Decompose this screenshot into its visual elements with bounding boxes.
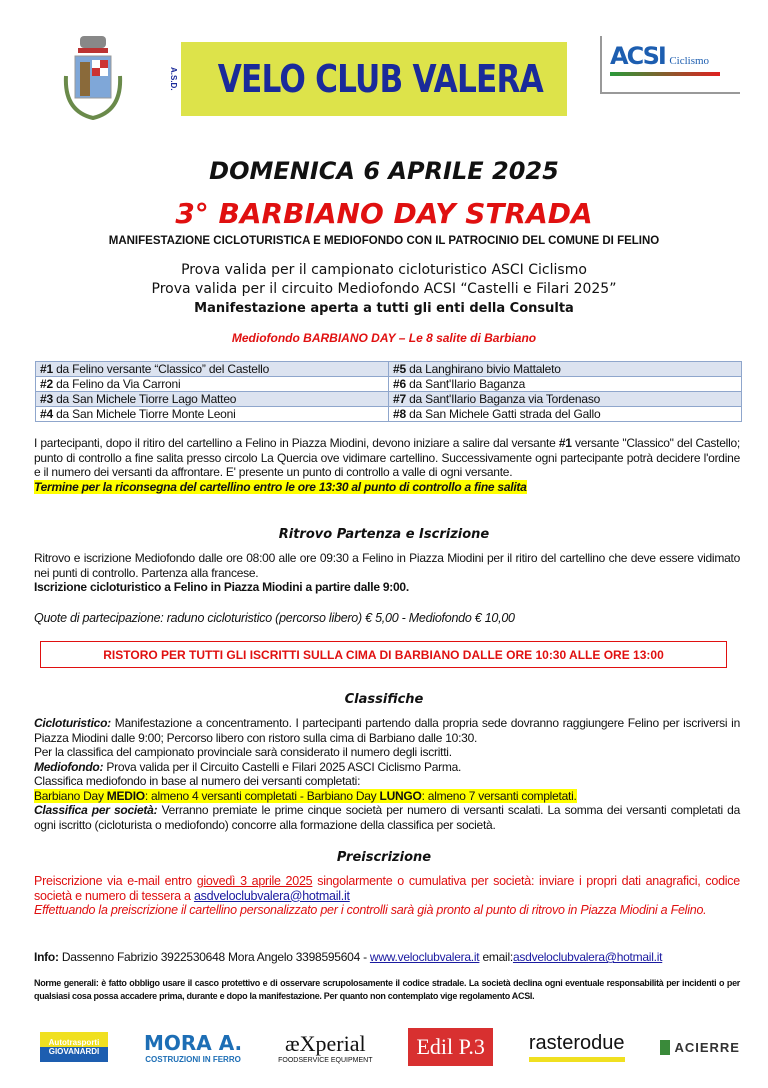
validity-2: Prova valida per il circuito Mediofondo ACSI “Castelli e Filari 2025” (151, 281, 617, 297)
general-rules: Norme generali: è fatto obbligo usare il casco protettivo e di osservare scrupolosamente il codice stradale. La società declina ogni eventuale responsabilità per incidenti o per qualsiasi cosa possa accadere prima, durante e dopo la manifestazione. Per quanto non contemplato vige regolamento ACSI. (34, 978, 740, 1001)
deadline-note: Termine per la riconsegna del cartellino entro le ore 13:30 al punto di controllo a fine salita (34, 479, 527, 494)
climb-5: #5 da Langhirano bivio Mattaleto (389, 362, 742, 377)
classifiche-paragraph: Cicloturistico: Manifestazione a concentramento. I partecipanti partendo dalla propria sede dovranno raggiungere Felino per iscriversi in Piazza Miodini dalle 9:00; Percorso libero con ristoro sulla cima di Barbiano dalle 10:30. Per la classifica del campionato provinciale sarà considerato il numero degli iscritti. Mediofondo: Prova valida per il Circuito Castelli e Filari 2025 ASCI Ciclismo Parma. Classifica mediofondo in base al numero dei versanti completati: Barbiano Day MEDIO: almeno 4 versanti completati - Barbiano Day LUNGO: almeno 7 versanti completati. Classifica per società: Verranno premiate le prime cinque società per numero di versanti scalati. La somma dei versanti completati da ogni iscritto (cicloturista o mediofondo) concorre alla formazione della classifica per società. (34, 716, 740, 832)
climb-7: #7 da Sant'Ilario Baganza via Tordenaso (389, 392, 742, 407)
climb-1: #1 da Felino versante “Classico” del Castello (36, 362, 389, 377)
event-subtitle: MANIFESTAZIONE CICLOTURISTICA E MEDIOFONDO CON IL PATROCINIO DEL COMUNE DI FELINO (108, 235, 660, 247)
sponsor-edil-p3: Edil P.3 (408, 1028, 492, 1066)
medio-lungo-note: Barbiano Day MEDIO: almeno 4 versanti completati - Barbiano Day LUNGO: almeno 7 versanti completati. (34, 788, 577, 803)
website-link[interactable]: www.veloclubvalera.it (369, 950, 480, 964)
preiscrizione-email-link[interactable]: asdveloclubvalera@hotmail.it (193, 888, 350, 903)
acsi-ciclismo-logo (600, 36, 740, 94)
sponsor-acierre: ACIERRE (660, 1040, 740, 1055)
ristoro-text: RISTORO PER TUTTI GLI ISCRITTI SULLA CIMA DI BARBIANO DALLE ORE 10:30 ALLE ORE 13:00 (103, 647, 664, 662)
climb-2: #2 da Felino da Via Carroni (36, 377, 389, 392)
sponsor-mora: MORA A. COSTRUZIONI IN FERRO (143, 1030, 243, 1064)
club-logo-prefix: A.S.D. (169, 67, 179, 91)
mediofondo-title: Mediofondo BARBIANO DAY – Le 8 salite di Barbiano (231, 331, 537, 345)
climbs-table (35, 361, 742, 422)
acsi-logo-sub: Ciclismo (669, 55, 710, 67)
velo-club-valera-logo (169, 42, 567, 116)
club-logo-text: VELO CLUB VALERA (217, 57, 544, 101)
climb-8: #8 da San Michele Gatti strada del Gallo (389, 407, 742, 422)
event-title: 3° BARBIANO DAY STRADA (175, 197, 593, 230)
ritrovo-paragraph: Ritrovo e iscrizione Mediofondo dalle ore 08:00 alle ore 09:30 a Felino in Piazza Miodini per il ritiro del cartellino che deve essere vidimato nei punti di controllo. Partenza alla francese. Iscrizione cicloturistico a Felino in Piazza Miodini a partire dalle 9:00. (34, 551, 740, 594)
validity-1: Prova valida per il campionato cicloturistico ASCI Ciclismo (181, 262, 587, 278)
climb-3: #3 da San Michele Tiorre Lago Matteo (36, 392, 389, 407)
info-email-link[interactable]: asdveloclubvalera@hotmail.it (512, 950, 663, 964)
sponsor-giovanardi: Autotrasporti GIOVANARDI (40, 1032, 108, 1062)
climb-6: #6 da Sant'Ilario Baganza (389, 377, 742, 392)
fees: Quote di partecipazione: raduno cicloturistico (percorso libero) € 5,00 - Mediofondo € 10,00 (34, 611, 515, 625)
preiscrizione-heading: Preiscrizione (336, 850, 432, 865)
open-to: Manifestazione aperta a tutti gli enti della Consulta (194, 301, 574, 316)
ristoro-box (40, 641, 727, 668)
info-line: Info: Dassenno Fabrizio 3922530648 Mora Angelo 3398595604 - www.veloclubvalera.it email:asdveloclubvalera@hotmail.it (34, 950, 663, 964)
sponsors-row (40, 1018, 740, 1076)
preiscrizione-paragraph: Preiscrizione via e-mail entro giovedì 3 aprile 2025 singolarmente o cumulativa per società: inviare i propri dati anagrafici, codice società e numero di tessera a asdveloclubvalera@hotmail.it Effettuando la preiscrizione il cartellino personalizzato per i controlli sarà già pronto al punto di ritrovo in Piazza Miodini a Felino. (34, 874, 741, 917)
coat-of-arms-logo (58, 36, 128, 120)
intro-paragraph: I partecipanti, dopo il ritiro del cartellino a Felino in Piazza Miodini, devono iniziare a salire dal versante #1 versante "Classico" del Castello; punto di controllo a fine salita presso circolo La Quercia ove vidimare cartellino. Successivamente ogni partecipante potrà decidere l'ordine e il numero dei versanti da affrontare. E' presente un punto di controllo a valle di ogni versante. Termine per la riconsegna del cartellino entro le ore 13:30 al punto di controllo a fine salita (34, 436, 740, 494)
sponsor-axperial: æXperial FOODSERVICE EQUIPMENT (278, 1030, 373, 1064)
acsi-logo-text: ACSI (610, 42, 665, 70)
ritrovo-heading: Ritrovo Partenza e Iscrizione (278, 527, 490, 542)
climb-4: #4 da San Michele Tiorre Monte Leoni (36, 407, 389, 422)
event-date: DOMENICA 6 APRILE 2025 (209, 157, 559, 185)
sponsor-rasterodue: rasterodue (529, 1032, 625, 1062)
classifiche-heading: Classifiche (344, 692, 424, 707)
